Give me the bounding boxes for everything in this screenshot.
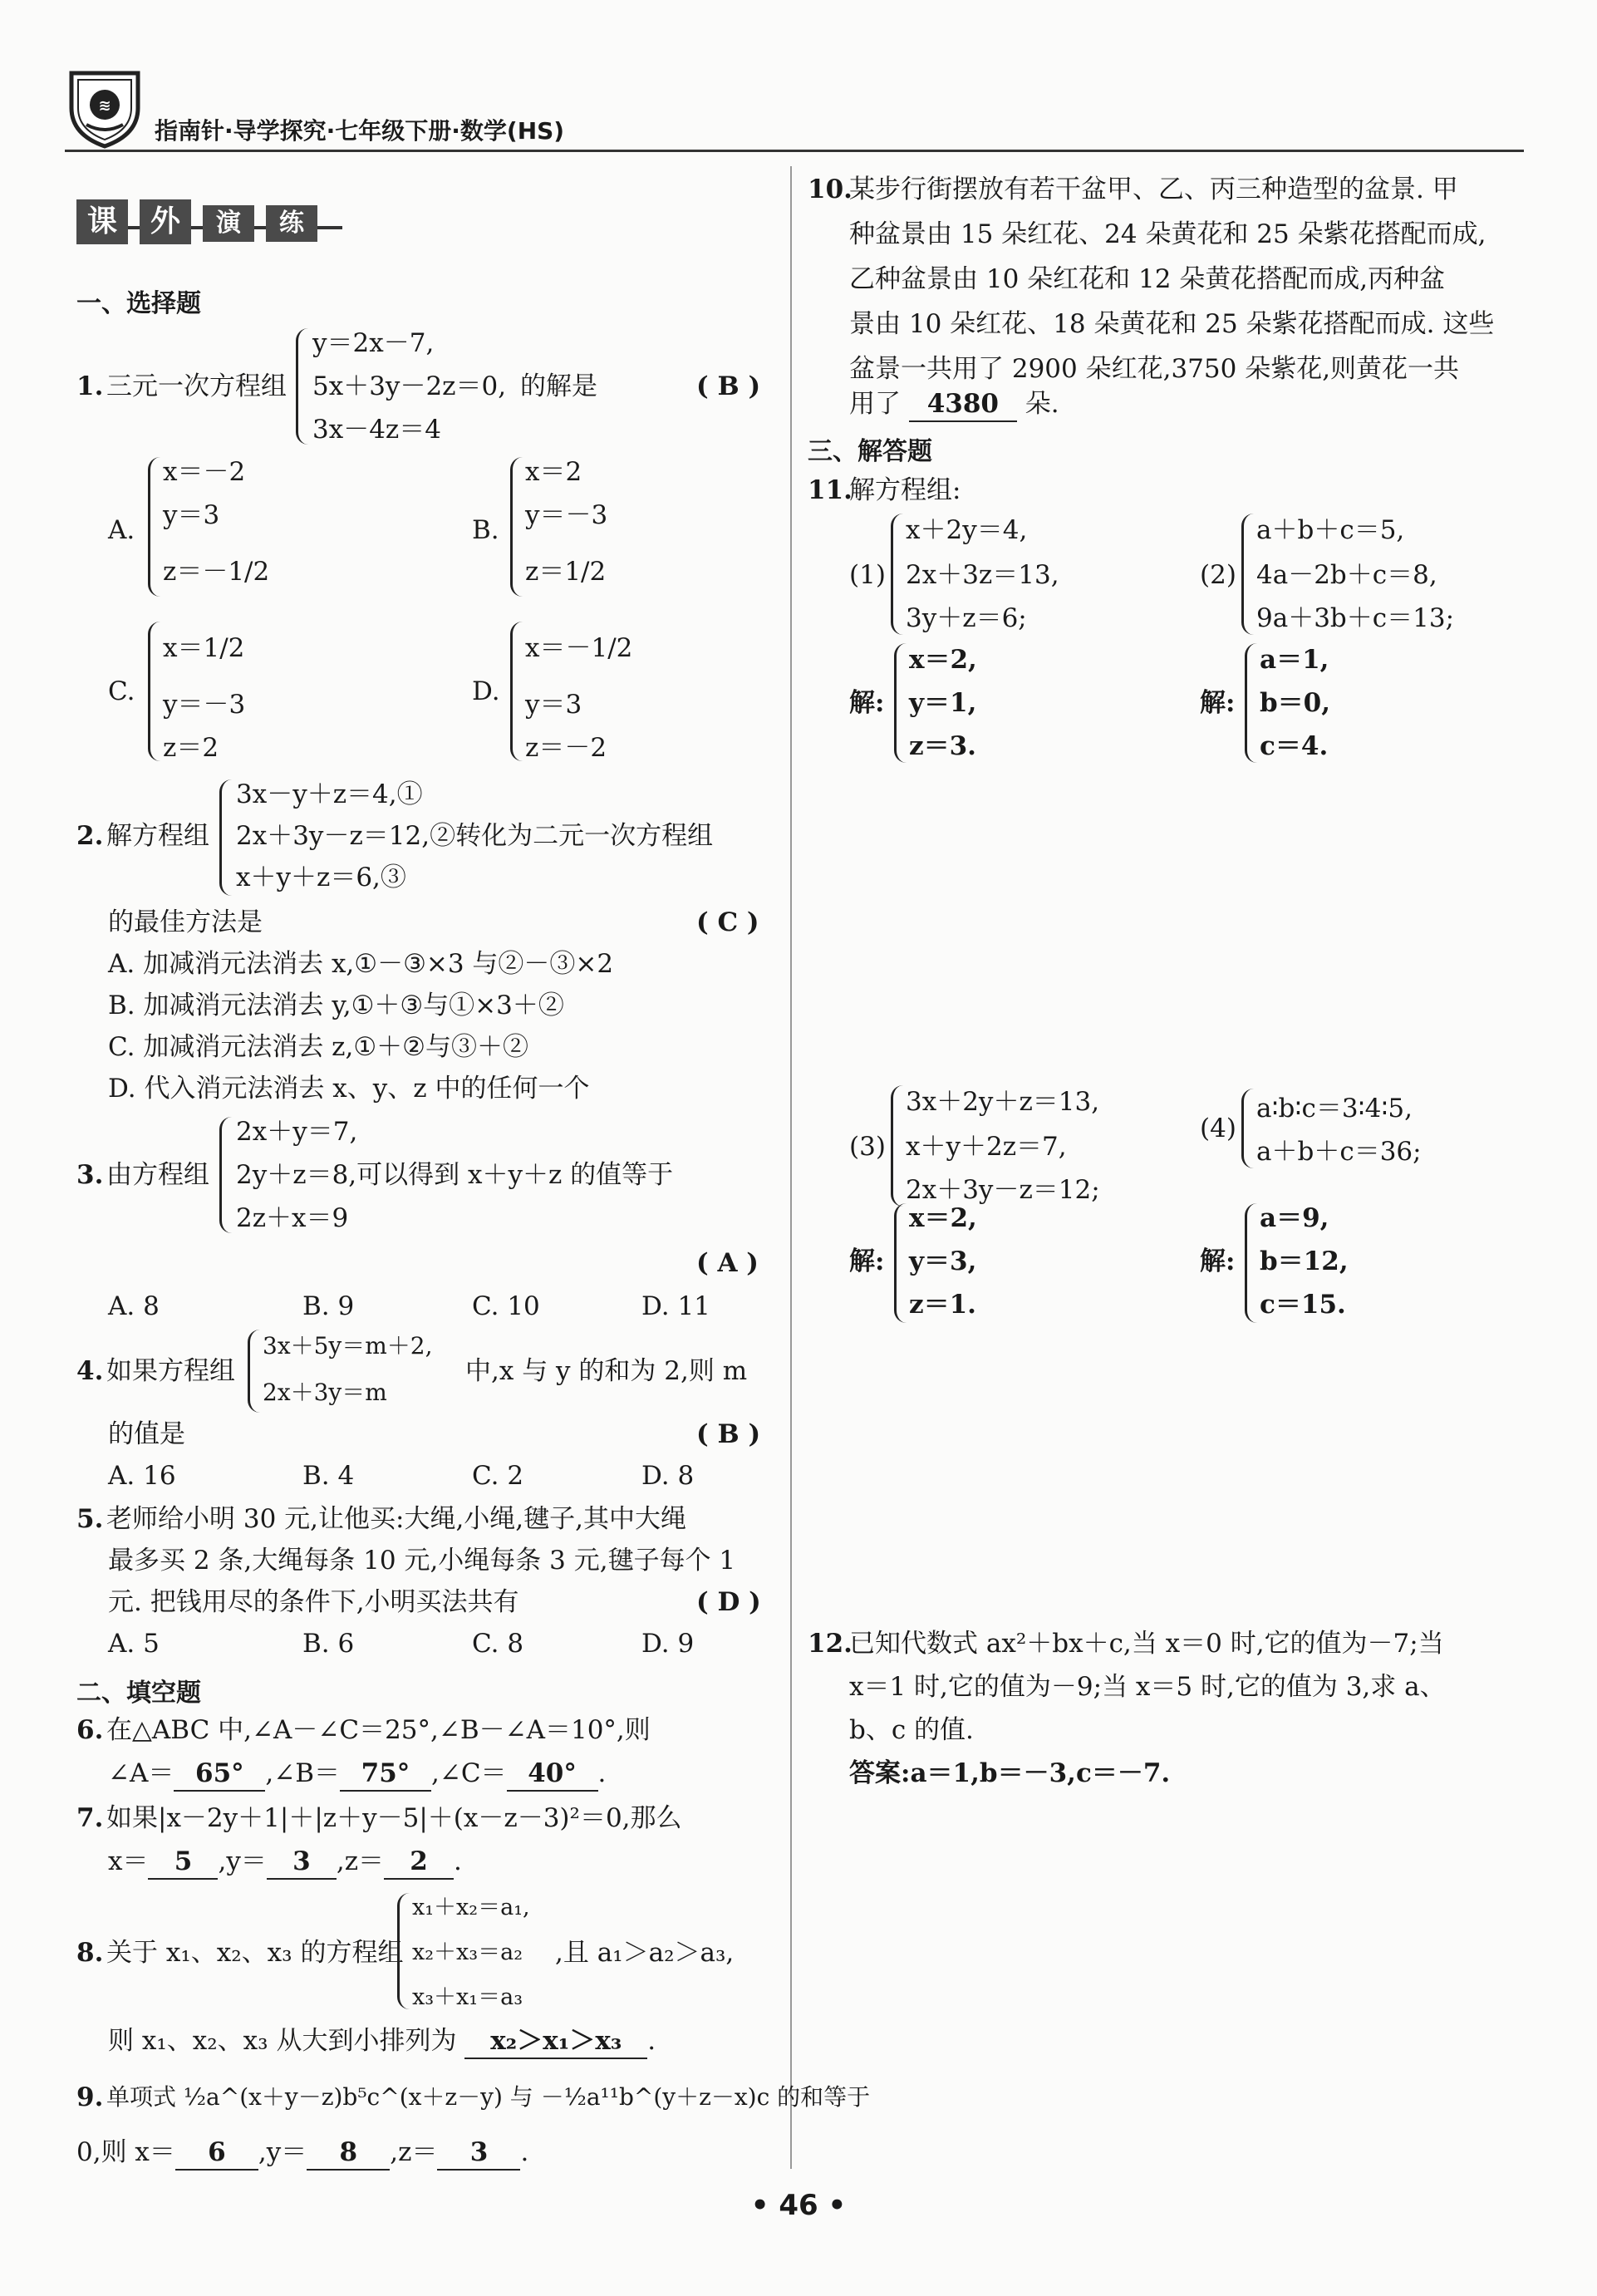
logo — [65, 66, 145, 150]
q7-line2 — [108, 1845, 462, 1880]
q1-option-b-eq: y＝－3 — [525, 500, 608, 530]
q8-line2 — [108, 2024, 656, 2059]
q6-c-answer: 40° — [507, 1757, 598, 1792]
q11-p4-sol: c＝15. — [1260, 1290, 1346, 1320]
q1-option-c-brace — [148, 622, 160, 761]
q1-option-c-eq: y＝－3 — [163, 690, 246, 720]
q9-end: . — [520, 2137, 529, 2167]
q10-last-line — [849, 387, 1059, 422]
q11-p3-eq: 2x＋3y－z＝12; — [906, 1175, 1100, 1205]
q7-x-answer: 5 — [148, 1845, 218, 1880]
q5-option: C. 8 — [472, 1629, 524, 1659]
q1-option-d-eq: z＝－2 — [525, 733, 607, 763]
q11-p1-brace — [891, 514, 903, 635]
q11-p2-sol: a＝1, — [1260, 645, 1329, 675]
q11-p3-sol: x＝2, — [909, 1203, 977, 1233]
q11-p4-eq: a＋b＋c＝36; — [1256, 1137, 1422, 1167]
q11-p2-sol: c＝4. — [1260, 731, 1329, 761]
q8-tail: ,且 a₁＞a₂＞a₃, — [555, 1938, 735, 1968]
q11-p2-eq: 9a＋3b＋c＝13; — [1256, 603, 1455, 633]
q1-option-b-eq: x＝2 — [525, 457, 582, 487]
q6-number: 6. — [76, 1715, 104, 1745]
q4-number: 4. — [76, 1356, 104, 1386]
q1-lead: 三元一次方程组 — [106, 371, 287, 401]
q5-option: B. 6 — [302, 1629, 355, 1659]
q6-b-answer: 75° — [340, 1757, 431, 1792]
q1-option-c-label: C. — [108, 676, 135, 706]
q5-answer: ( D ) — [696, 1587, 761, 1617]
q11-p4-sol-label: 解: — [1200, 1246, 1236, 1276]
q6-b-label: ,∠B＝ — [265, 1758, 340, 1788]
q11-p4-brace — [1241, 1089, 1254, 1168]
q10-line: 乙种盆景由 10 朵红花和 12 朵黄花搭配而成,丙种盆 — [849, 264, 1446, 294]
q1-option-a-eq: z＝－1/2 — [163, 557, 270, 587]
q10-line: 某步行街摆放有若干盆甲、乙、丙三种造型的盆景. 甲 — [849, 175, 1458, 204]
q9-z-label: ,z＝ — [390, 2137, 438, 2167]
q1-option-a-eq: x＝－2 — [163, 457, 246, 487]
q1-number: 1. — [76, 371, 104, 401]
q11-p2-sol-label: 解: — [1200, 688, 1236, 718]
q12-number: 12. — [808, 1629, 853, 1659]
q2-eq: x＋y＋z＝6,③ — [236, 863, 406, 892]
q10-last-pre: 用了 — [849, 389, 901, 419]
q9-y-label: ,y＝ — [258, 2137, 307, 2167]
q3-option: C. 10 — [472, 1291, 540, 1321]
q11-lead: 解方程组: — [849, 475, 961, 505]
section-solve: 三、解答题 — [808, 437, 932, 466]
q8-eq: x₂＋x₃＝a₂ — [412, 1940, 523, 1965]
q1-option-a-brace — [148, 457, 160, 597]
q11-p3-sol: z＝1. — [909, 1290, 976, 1320]
q9-x-answer: 6 — [175, 2136, 258, 2171]
q11-p1-label: (1) — [849, 560, 886, 590]
q3-answer: ( A ) — [696, 1248, 759, 1278]
header-rule — [65, 150, 1524, 152]
q11-p1-sol-brace — [894, 643, 907, 763]
q11-p3-brace — [891, 1085, 903, 1207]
svg-text:≋: ≋ — [98, 97, 111, 115]
q2-option: A. 加减消元法消去 x,①－③×3 与②－③×2 — [108, 949, 614, 979]
q1-option-b-label: B. — [472, 515, 499, 545]
q4-option: A. 16 — [108, 1461, 176, 1491]
q9-x-label: 0,则 x＝ — [76, 2137, 175, 2167]
q3-eq: 2z＋x＝9 — [236, 1203, 349, 1233]
q4-lead: 如果方程组 — [106, 1356, 235, 1386]
q5-number: 5. — [76, 1504, 104, 1534]
q8-answer: x₂＞x₁＞x₃ — [464, 2024, 647, 2059]
shield-logo-icon — [65, 66, 145, 150]
q11-p3-eq: 3x＋2y＋z＝13, — [906, 1087, 1100, 1117]
q9-line1: 单项式 ½a^(x＋y－z)b⁵c^(x＋z－y) 与 －½a¹¹b^(y＋z－x)c 的和等于 — [106, 2083, 871, 2111]
q1-answer: ( B ) — [696, 371, 761, 401]
q8-brace — [397, 1893, 410, 2009]
banner-char: 外 — [140, 199, 191, 244]
q7-y-label: ,y＝ — [218, 1846, 267, 1876]
q4-option: B. 4 — [302, 1461, 355, 1491]
q7-z-answer: 2 — [384, 1845, 454, 1880]
banner-char: 课 — [76, 199, 128, 244]
q11-p1-sol-label: 解: — [849, 688, 885, 718]
q11-p4-sol-brace — [1245, 1203, 1257, 1323]
q6-a-label: ∠A＝ — [108, 1758, 174, 1788]
q6-a-answer: 65° — [174, 1757, 265, 1792]
q3-eq: 2x＋y＝7, — [236, 1117, 358, 1147]
q2-eq: 2x＋3y－z＝12,②转化为二元一次方程组 — [236, 821, 714, 851]
q10-line: 盆景一共用了 2900 朵红花,3750 朵紫花,则黄花一共 — [849, 354, 1460, 384]
section-banner — [76, 199, 342, 244]
q4-option: C. 2 — [472, 1461, 524, 1491]
q11-p1-sol: x＝2, — [909, 645, 977, 675]
q10-answer: 4380 — [909, 387, 1017, 422]
q11-p3-sol: y＝3, — [909, 1246, 977, 1276]
banner-char: 演 — [203, 205, 254, 242]
q1-eq: 5x＋3y－2z＝0, — [312, 371, 507, 401]
q8-eq: x₃＋x₁＝a₃ — [412, 1984, 523, 2010]
q6-c-label: ,∠C＝ — [430, 1758, 507, 1788]
q1-option-a-eq: y＝3 — [163, 500, 220, 530]
q1-option-d-eq: x＝－1/2 — [525, 633, 633, 663]
q1-brace — [296, 328, 308, 445]
q3-eq: 2y＋z＝8,可以得到 x＋y＋z 的值等于 — [236, 1160, 674, 1190]
q9-z-answer: 3 — [437, 2136, 520, 2171]
q5-line: 最多买 2 条,大绳每条 10 元,小绳每条 3 元,毽子每个 1 — [108, 1546, 736, 1576]
q1-option-c-eq: z＝2 — [163, 733, 219, 763]
q1-option-a-label: A. — [108, 515, 135, 545]
q11-p2-eq: a＋b＋c＝5, — [1256, 515, 1405, 545]
q3-lead: 由方程组 — [106, 1160, 209, 1190]
section-fill: 二、填空题 — [76, 1679, 201, 1708]
q6-line1: 在△ABC 中,∠A－∠C＝25°,∠B－∠A＝10°,则 — [106, 1715, 651, 1745]
q7-number: 7. — [76, 1803, 104, 1833]
q8-lead: 关于 x₁、x₂、x₃ 的方程组 — [106, 1938, 404, 1968]
q1-option-b-brace — [510, 457, 523, 597]
q1-eq: 3x－4z＝4 — [312, 415, 441, 445]
q11-p1-eq: x＋2y＝4, — [906, 515, 1028, 545]
q4-line2: 的值是 — [108, 1419, 185, 1449]
q5-line: 元. 把钱用尽的条件下,小明买法共有 — [108, 1587, 519, 1617]
q7-end: . — [454, 1846, 462, 1876]
q11-p4-sol: b＝12, — [1260, 1246, 1349, 1276]
page-number: • 46 • — [750, 2189, 847, 2222]
q1-option-d-eq: y＝3 — [525, 690, 582, 720]
q2-brace — [219, 779, 232, 896]
q5-option: D. 9 — [641, 1629, 695, 1659]
q11-p4-sol: a＝9, — [1260, 1203, 1329, 1233]
q11-p4-eq: a∶b∶c＝3∶4∶5, — [1256, 1094, 1413, 1123]
q4-eq: 2x＋3y＝m — [263, 1379, 387, 1406]
q11-p1-eq: 3y＋z＝6; — [906, 603, 1027, 633]
q11-p2-eq: 4a－2b＋c＝8, — [1256, 560, 1437, 590]
q11-p1-sol: z＝3. — [909, 731, 976, 761]
q11-p2-brace — [1241, 514, 1254, 635]
q11-p3-sol-label: 解: — [849, 1246, 885, 1276]
q11-p3-eq: x＋y＋2z＝7, — [906, 1132, 1067, 1162]
q4-answer: ( B ) — [696, 1419, 761, 1449]
q3-option: A. 8 — [108, 1291, 160, 1321]
q7-z-label: ,z＝ — [336, 1846, 385, 1876]
q12-line: 已知代数式 ax²＋bx＋c,当 x＝0 时,它的值为－7;当 — [849, 1629, 1444, 1659]
q7-y-answer: 3 — [267, 1845, 337, 1880]
q9-y-answer: 8 — [307, 2136, 390, 2171]
q11-p3-sol-brace — [894, 1203, 907, 1323]
q10-line: 景由 10 朵红花、18 朵黄花和 25 朵紫花搭配而成. 这些 — [849, 309, 1495, 339]
q8-eq: x₁＋x₂＝a₁, — [412, 1895, 530, 1920]
column-divider — [790, 166, 792, 2169]
q11-p4-label: (4) — [1200, 1114, 1236, 1143]
q1-eq: y＝2x－7, — [312, 328, 435, 358]
q3-number: 3. — [76, 1160, 104, 1190]
q5-line: 老师给小明 30 元,让他买:大绳,小绳,毽子,其中大绳 — [106, 1504, 687, 1534]
q5-option: A. 5 — [108, 1629, 160, 1659]
q8-end: . — [647, 2026, 656, 2056]
q2-number: 2. — [76, 821, 104, 851]
q2-option: B. 加减消元法消去 y,①＋③与①×3＋② — [108, 991, 564, 1020]
section-choice: 一、选择题 — [76, 289, 201, 318]
q11-p1-sol: y＝1, — [909, 688, 977, 718]
q1-tail: 的解是 — [520, 371, 597, 401]
q1-option-d-label: D. — [472, 676, 500, 706]
q3-brace — [219, 1117, 232, 1233]
q12-answer-label: 答案: — [849, 1758, 911, 1788]
q1-option-b-eq: z＝1/2 — [525, 557, 607, 587]
q4-brace — [248, 1330, 260, 1413]
q9-number: 9. — [76, 2082, 104, 2112]
q2-eq: 3x－y＋z＝4,① — [236, 779, 423, 809]
q11-p3-label: (3) — [849, 1132, 886, 1162]
q11-p1-eq: 2x＋3z＝13, — [906, 560, 1059, 590]
q1-option-c-eq: x＝1/2 — [163, 633, 245, 663]
q2-option: C. 加减消元法消去 z,①＋②与③＋② — [108, 1032, 528, 1062]
q11-p2-label: (2) — [1200, 560, 1236, 590]
q2-lead: 解方程组 — [106, 821, 209, 851]
q10-line: 种盆景由 15 朵红花、24 朵黄花和 25 朵紫花搭配而成, — [849, 219, 1486, 249]
q11-p2-sol-brace — [1245, 643, 1257, 763]
q2-line2: 的最佳方法是 — [108, 907, 263, 937]
q11-number: 11. — [808, 475, 853, 505]
q10-last-post: 朵. — [1025, 389, 1059, 419]
q6-line2 — [108, 1757, 606, 1792]
q7-x-label: x＝ — [108, 1846, 149, 1876]
q2-answer: ( C ) — [696, 907, 759, 937]
q4-option: D. 8 — [641, 1461, 695, 1491]
q12-answer-text: a＝1,b＝－3,c＝－7. — [910, 1758, 1171, 1788]
q8-line2-text: 则 x₁、x₂、x₃ 从大到小排列为 — [108, 2026, 457, 2056]
q12-line: b、c 的值. — [849, 1715, 974, 1745]
banner-char: 练 — [266, 205, 317, 242]
q3-option: B. 9 — [302, 1291, 355, 1321]
q1-option-d-brace — [510, 622, 523, 761]
q12-line: x＝1 时,它的值为－9;当 x＝5 时,它的值为 3,求 a、 — [849, 1672, 1446, 1702]
q7-line1: 如果|x－2y＋1|＋|z＋y－5|＋(x－z－3)²＝0,那么 — [106, 1803, 682, 1833]
q6-end: . — [597, 1758, 607, 1788]
q4-tail: 中,x 与 y 的和为 2,则 m — [465, 1356, 748, 1386]
q10-number: 10. — [808, 175, 853, 204]
q2-option: D. 代入消元法消去 x、y、z 中的任何一个 — [108, 1074, 590, 1104]
q4-eq: 3x＋5y＝m＋2, — [263, 1332, 433, 1359]
q3-option: D. 11 — [641, 1291, 710, 1321]
q8-number: 8. — [76, 1938, 104, 1968]
q12-answer — [849, 1757, 1170, 1790]
header-title: 指南针·导学探究·七年级下册·数学(HS) — [155, 117, 565, 145]
q11-p2-sol: b＝0, — [1260, 688, 1331, 718]
q9-line2 — [76, 2136, 528, 2171]
